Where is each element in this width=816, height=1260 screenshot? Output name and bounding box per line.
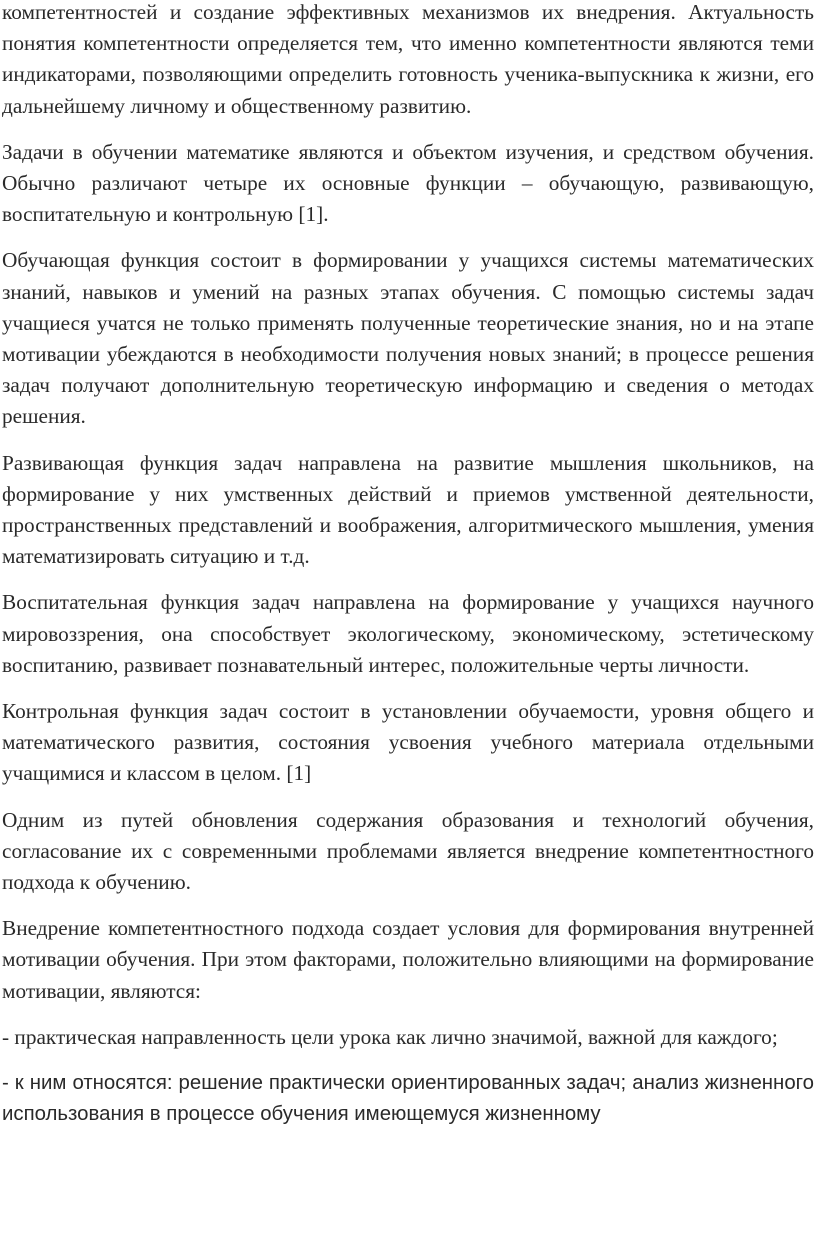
list-item-practical-tasks: - к ним относятся: решение практически ориентированных задач; анализ жизненного использования в процессе обучения имеющемуся жизненному	[2, 1072, 814, 1126]
paragraph-educational-function: Воспитательная функция задач направлена на формирование у учащихся научного мировоззрения, она способствует экологическому, экономическому, эстетическому воспитанию, развивает познавательный интерес, положительные черты личности.	[2, 590, 814, 677]
paragraph-control-function: Контрольная функция задач состоит в установлении обучаемости, уровня общего и математического развития, состояния усвоения учебного материала отдельными учащимися и классом в целом. [1]	[2, 699, 814, 786]
document-body	[2, 0, 814, 1146]
paragraph-teaching-function: Обучающая функция состоит в формировании у учащихся системы математических знаний, навыков и умений на разных этапах обучения. С помощью системы задач учащиеся учатся не только применять полученные теоретические знания, но и на этапе мотивации убеждаются в необходимости получения новых знаний; в процессе решения задач получают дополнительную теоретическую информацию и сведения о методах решения.	[2, 248, 814, 429]
paragraph-competence-relevance: компетентностей и создание эффективных механизмов их внедрения. Актуальность понятия компетентности определяется тем, что именно компетентности являются теми индикаторами, позволяющими определить готовность ученика-выпускника к жизни, его дальнейшему личному и общественному развитию.	[2, 0, 814, 118]
paragraph-task-functions: Задачи в обучении математике являются и объектом изучения, и средством обучения. Обычно различают четыре их основные функции – обучающую, развивающую, воспитательную и контрольную [1].	[2, 139, 814, 227]
paragraph-motivation-factors: Внедрение компетентностного подхода создает условия для формирования внутренней мотивации обучения. При этом факторами, положительно влияющими на формирование мотивации, являются:	[2, 916, 814, 1003]
paragraph-developing-function: Развивающая функция задач направлена на развитие мышления школьников, на формирование у них умственных действий и приемов умственной деятельности, пространственных представлений и воображения, алгоритмического мышления, умения математизировать ситуацию и т.д.	[2, 450, 814, 569]
paragraph-competence-approach: Одним из путей обновления содержания образования и технологий обучения, согласование их с современными проблемами является внедрение компетентностного подхода к обучению.	[2, 807, 814, 895]
list-item-practical-orientation: - практическая направленность цели урока как лично значимой, важной для каждого;	[2, 1024, 778, 1049]
